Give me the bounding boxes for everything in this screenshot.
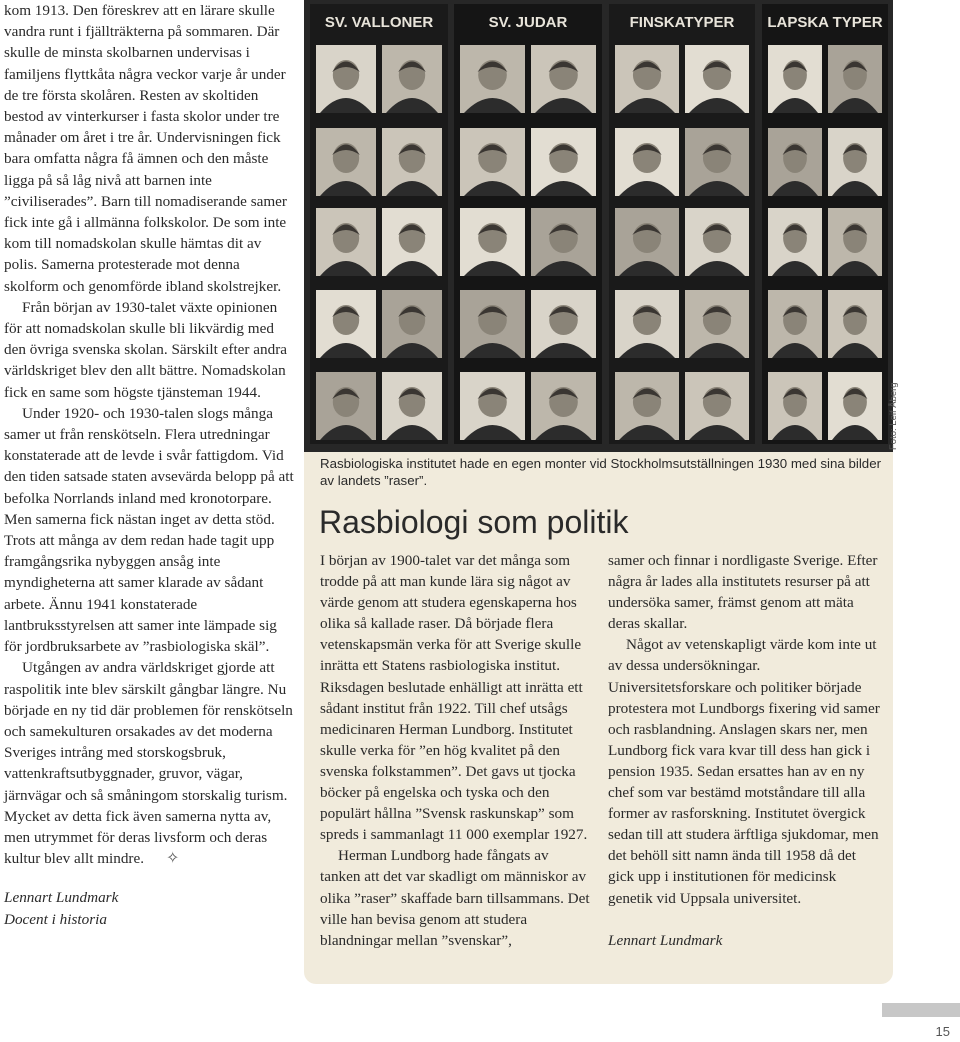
- left-author: Lennart Lundmark: [4, 889, 119, 907]
- footer-bar: [882, 1003, 960, 1017]
- portrait-photo: [460, 290, 525, 358]
- portrait-photo: [316, 290, 376, 358]
- portrait-photo: [615, 45, 679, 113]
- portrait-photo: [768, 208, 822, 276]
- portrait-photo: [615, 208, 679, 276]
- portrait-photo: [768, 128, 822, 196]
- portrait-photo: [531, 208, 596, 276]
- portrait-photo: [615, 372, 679, 440]
- sidebar-paragraph-2: Herman Lundborg hade fångats av tanken att det var skadligt om människor av olika ”raser” skaffade barn tillsammans. Det ville han bevisa genom att studera blandningar mellan ”svenskar”,: [320, 847, 590, 949]
- portrait-photo: [316, 45, 376, 113]
- portrait-photo: [685, 45, 749, 113]
- portrait-photo: [382, 128, 442, 196]
- sidebar-author: Lennart Lundmark: [608, 931, 723, 949]
- left-paragraph-4: [4, 657, 294, 869]
- sidebar-heading: Rasbiologi som politik: [319, 504, 629, 540]
- sidebar-column-1: [320, 550, 592, 951]
- left-paragraph-1: kom 1913. Den föreskrev att en lärare skulle vandra runt i fjällträkterna på sommaren. Där skulle de minsta skolbarnen undervisas i familjens flyttkåta några veckor varje år under de tre första skolåren. Resten av skoltiden bestod av vinterkurser i fasta skolor under tre månader om året i tre år. Undervisningen fick bara omfatta några få ämnen och den måste ligga på så låg nivå att barnen inte ”civiliserades”. Barn till nomadiserande samer fick inte gå i allmänna folkskolor. De som inte kom till nomadskolan skulle hämtas dit av polis. Samerna protesterade mot denna skolform och genomförde ibland skolstrejker.: [4, 2, 287, 295]
- panel-header: SV. VALLONER: [324, 14, 434, 31]
- portrait-photo: [316, 372, 376, 440]
- portrait-photo: [768, 45, 822, 113]
- left-column: [4, 0, 294, 930]
- page-number: 15: [935, 1024, 950, 1039]
- portrait-photo: [685, 128, 749, 196]
- portrait-photo: [382, 372, 442, 440]
- portrait-photo: [685, 290, 749, 358]
- exhibition-photo: [304, 0, 893, 452]
- sidebar-paragraph-3: samer och finnar i nordligaste Sverige. Efter några år lades alla institutets resurser på att undersöka samer, främst genom att mäta deras skallar.: [608, 552, 878, 633]
- end-sparkle-icon: ✧: [166, 850, 180, 868]
- portrait-photo: [382, 45, 442, 113]
- portrait-photo: [828, 128, 882, 196]
- portrait-photo: [531, 372, 596, 440]
- portrait-photo: [316, 208, 376, 276]
- portrait-photo: [768, 372, 822, 440]
- portrait-photo: [382, 208, 442, 276]
- exhibition-photo-image: [304, 0, 893, 452]
- left-paragraph-4-text: Utgången av andra världskriget gjorde att raspolitik inte blev särskilt gångbar längre. Nu började en ny tid där problemen för renskötseln och samekulturen orsakades av det moderna Sveriges intrång med storskogsbruk, vattenkraftsutbyggnader, gruvor, vägar, järnvägar och så småningom storskalig turism. Mycket av detta fick även samerna nytta av, men utrymmet för deras livsform och deras kultur blev allt mindre.: [4, 659, 293, 868]
- photo-caption: Rasbiologiska institutet hade en egen monter vid Stockholmsutställningen 1930 med sina bilder av landets ”raser”.: [320, 456, 882, 488]
- portrait-photo: [460, 208, 525, 276]
- portrait-photo: [316, 128, 376, 196]
- portrait-photo: [768, 290, 822, 358]
- left-author-title: Docent i historia: [4, 910, 107, 928]
- portrait-photo: [460, 45, 525, 113]
- portrait-photo: [828, 45, 882, 113]
- portrait-photo: [460, 372, 525, 440]
- sidebar-paragraph-4: Något av vetenskapligt värde kom inte ut av dessa undersökningar. Universitetsforskare och politiker började protestera mot Lundborgs fixering vid samer och rasblandning. Anslagen skars ner, men Lundborg fick vara kvar till dess han gick i pension 1935. Sedan ersattes han av en ny chef som var bestämd motståndare till alla former av rasforskning. Institutet övergick sedan till att studera ärftliga sjukdomar, men det behöll sitt namn ända till 1958 då det gick upp i institutionen för medicinsk genetik vid Uppsala universitet.: [608, 636, 880, 907]
- photo-credit: Foto: Leif Åberg: [888, 382, 899, 450]
- portrait-photo: [531, 290, 596, 358]
- panel-header: SV. JUDAR: [488, 14, 568, 31]
- portrait-photo: [531, 128, 596, 196]
- portrait-photo: [615, 128, 679, 196]
- portrait-photo: [460, 128, 525, 196]
- sidebar-box: [304, 452, 893, 984]
- portrait-photo: [615, 290, 679, 358]
- panel-header: FINSKATYPER: [629, 14, 735, 31]
- portrait-photo: [685, 208, 749, 276]
- portrait-photo: [531, 45, 596, 113]
- portrait-photo: [382, 290, 442, 358]
- sidebar-column-2: [608, 550, 880, 951]
- panel-header: LAPSKA TYPER: [767, 14, 883, 31]
- portrait-photo: [828, 208, 882, 276]
- portrait-photo: [685, 372, 749, 440]
- sidebar-paragraph-1: I början av 1900-talet var det många som trodde på att man kunde lära sig något av värde genom att studera egenskaperna hos olika så kallade raser. Då började flera vetenskapsmän verka för att Sverige skulle inrätta ett Statens rasbiologiska institut. Riksdagen beslutade enhälligt att inrätta ett sådant institut från 1922. Till chef utsågs medicinaren Herman Lundborg. Institutet skulle verka för ”en hög kvalitet på den svenska folkstammen”. Det gavs ut tjocka böcker på engelska och tyska och den populärt hållna ”Svensk raskunskap” som spreds i sammanlagt 11 000 exemplar 1927.: [320, 552, 588, 844]
- left-paragraph-3: Under 1920- och 1930-talen slogs många samer ut från renskötseln. Flera utredningar konstaterade att de levde i svår fattigdom. Vid den tiden satsade staten avsevärda belopp på att befolka Norrlands inland med kronotorpare. Men samerna fick nästan inget av detta stöd. Trots att många av dem redan hade tagit upp framgångsrika nybyggen ansåg inte myndigheterna att samer klarade av sådant arbete. Ännu 1941 konstaterade lantbruksstyrelsen att samer inte lämpade sig för jordbruksarbete av ”rasbiologiska skäl”.: [4, 404, 294, 656]
- left-paragraph-2: Från början av 1930-talet växte opinionen för att nomadskolan skulle bli likvärdig med den övriga svenska skolan. Särskilt efter andra världskriget blev den allt bättre. Nomadskolan fick en same som högste tjänsteman 1944.: [4, 298, 287, 401]
- portrait-photo: [828, 290, 882, 358]
- portrait-photo: [828, 372, 882, 440]
